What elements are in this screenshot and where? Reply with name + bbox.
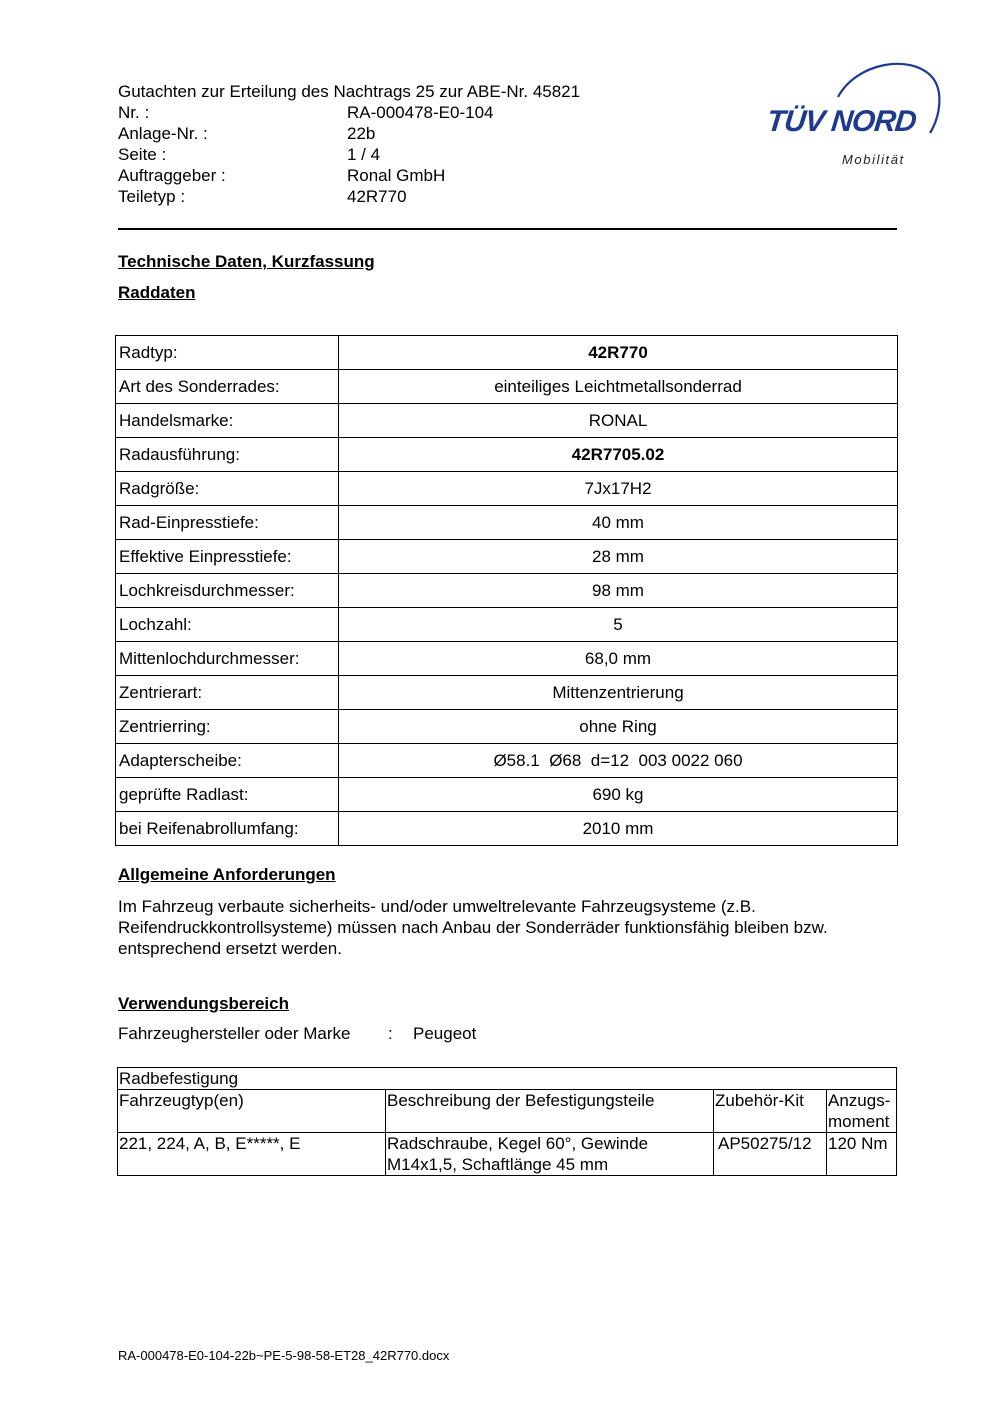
header-value: RA-000478-E0-104 (347, 103, 494, 122)
header-label: Anlage-Nr. : (118, 124, 208, 143)
column-header: Beschreibung der Befestigungsteile (386, 1090, 714, 1133)
accessory-kit-cell: AP50275/12 (714, 1133, 827, 1176)
table-row (116, 540, 898, 574)
table-row (116, 336, 898, 370)
row-label: Art des Sonderrades: (116, 370, 339, 404)
table-row (116, 642, 898, 676)
header-value: 22b (347, 124, 376, 143)
manufacturer-label: Fahrzeughersteller oder Marke (118, 1024, 351, 1043)
row-value: 98 mm (339, 574, 898, 608)
torque-cell: 120 Nm (827, 1133, 897, 1176)
header-label: Teiletyp : (118, 187, 186, 206)
header-label: Seite : (118, 145, 167, 164)
general-requirements-text: Im Fahrzeug verbaute sicherheits- und/oder umweltrelevante Fahrzeugsysteme (z.B. Reifendruckkontrollsysteme) müssen nach Anbau der Sonderräder funktionsfähig bleiben bzw. entsprechend ersetzt werden. (118, 897, 828, 958)
row-label: Radausführung: (116, 438, 339, 472)
row-value: Ø58.1 Ø68 d=12 003 0022 060 (339, 744, 898, 778)
fastener-description-cell: Radschraube, Kegel 60°, Gewinde M14x1,5, Schaftlänge 45 mm (386, 1133, 714, 1176)
header-value: 42R770 (347, 187, 407, 206)
table-row (116, 608, 898, 642)
row-value: Mittenzentrierung (339, 676, 898, 710)
row-value: RONAL (339, 404, 898, 438)
tuv-nord-logo (760, 55, 945, 175)
table-row (116, 574, 898, 608)
table-row (116, 812, 898, 846)
logo-wordmark: TÜV NORD (765, 105, 918, 138)
header-row-auftraggeber (118, 165, 493, 186)
section-subheading-wheel-data: Raddaten (118, 283, 196, 302)
footer-filename: RA-000478-E0-104-22b~PE-5-98-58-ET28_42R770.docx (118, 1348, 450, 1363)
table-row (116, 778, 898, 812)
table-row (118, 1133, 897, 1176)
header-row-nr (118, 102, 493, 123)
table-header-row (118, 1090, 897, 1133)
row-value: ohne Ring (339, 710, 898, 744)
row-value: 690 kg (339, 778, 898, 812)
column-header: Anzugs- moment (827, 1090, 897, 1133)
header-row-teiletyp (118, 186, 493, 207)
row-value: 28 mm (339, 540, 898, 574)
row-label: Lochzahl: (116, 608, 339, 642)
row-label: Handelsmarke: (116, 404, 339, 438)
row-label: Adapterscheibe: (116, 744, 339, 778)
row-label: geprüfte Radlast: (116, 778, 339, 812)
manufacturer-line (118, 1024, 476, 1044)
table-row (116, 404, 898, 438)
row-value: 40 mm (339, 506, 898, 540)
row-value: 2010 mm (339, 812, 898, 846)
row-value: 68,0 mm (339, 642, 898, 676)
table-row (116, 438, 898, 472)
header-row-anlage (118, 123, 493, 144)
row-label: Mittenlochdurchmesser: (116, 642, 339, 676)
row-value: 42R770 (339, 336, 898, 370)
row-label: Radgröße: (116, 472, 339, 506)
section-heading-scope: Verwendungsbereich (118, 994, 289, 1013)
header-label: Auftraggeber : (118, 166, 226, 185)
row-label: Rad-Einpresstiefe: (116, 506, 339, 540)
header-divider (118, 228, 897, 230)
row-label: Lochkreisdurchmesser: (116, 574, 339, 608)
row-value: 42R7705.02 (339, 438, 898, 472)
mounting-table (117, 1067, 897, 1176)
row-label: Radtyp: (116, 336, 339, 370)
row-value: einteiliges Leichtmetallsonderrad (339, 370, 898, 404)
row-label: Zentrierring: (116, 710, 339, 744)
column-header: Fahrzeugtyp(en) (118, 1090, 386, 1133)
row-label: Zentrierart: (116, 676, 339, 710)
row-value: 7Jx17H2 (339, 472, 898, 506)
wheel-data-table (115, 335, 898, 846)
table-row (116, 744, 898, 778)
table-row (116, 472, 898, 506)
header-label: Nr. : (118, 103, 150, 122)
header-value: 1 / 4 (347, 145, 381, 164)
row-label: Effektive Einpresstiefe: (116, 540, 339, 574)
table-row (116, 676, 898, 710)
vehicle-types-cell: 221, 224, A, B, E*****, E (118, 1133, 386, 1176)
header-row-seite (118, 144, 493, 165)
table-row (116, 710, 898, 744)
row-label: bei Reifenabrollumfang: (116, 812, 339, 846)
header-value: Ronal GmbH (347, 166, 446, 185)
header-info (118, 102, 493, 207)
section-heading-general-requirements: Allgemeine Anforderungen (118, 865, 336, 884)
column-header: Zubehör-Kit (714, 1090, 827, 1133)
manufacturer-value: Peugeot (413, 1024, 477, 1043)
manufacturer-separator: : (388, 1024, 393, 1043)
row-value: 5 (339, 608, 898, 642)
mounting-caption: Radbefestigung (118, 1068, 897, 1090)
section-heading-technical-data: Technische Daten, Kurzfassung (118, 252, 375, 271)
table-caption-row (118, 1068, 897, 1090)
table-row (116, 370, 898, 404)
logo-subtitle: Mobilität (842, 152, 905, 167)
document-title: Gutachten zur Erteilung des Nachtrags 25 zur ABE-Nr. 45821 (118, 82, 581, 101)
table-row (116, 506, 898, 540)
